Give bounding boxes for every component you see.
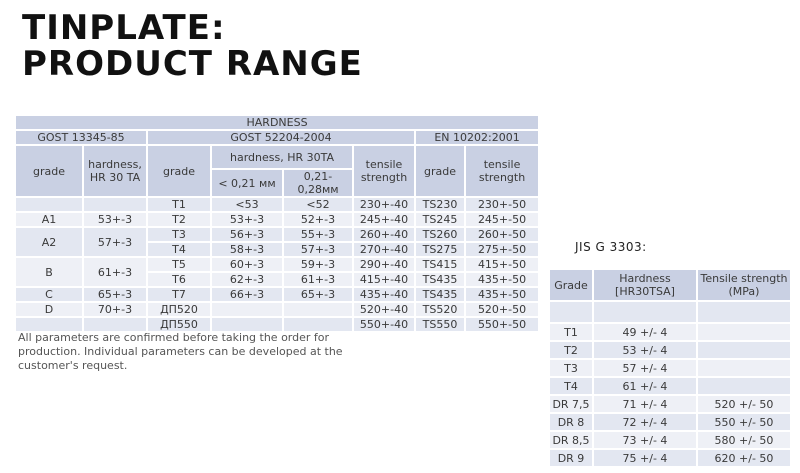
gost13345-hardness-empty [83, 317, 147, 332]
table-row-en-tensile: 520+-50 [465, 302, 539, 317]
jis-row-hardness: 49 +/- 4 [593, 323, 697, 341]
table-row-tensile: 230+-40 [353, 197, 415, 212]
header-thickness-lt-021: < 0,21 мм [211, 169, 283, 197]
table-row-tensile: 520+-40 [353, 302, 415, 317]
table-row-grade: T5 [147, 257, 211, 272]
table-row-hardness-mid [283, 302, 353, 317]
table-row-hardness-mid: 59+-3 [283, 257, 353, 272]
jis-header-hardness: Hardness [HR30TSA] [593, 269, 697, 301]
table-row-hardness-lt [211, 302, 283, 317]
jis-row-hardness: 61 +/- 4 [593, 377, 697, 395]
jis-row-tensile [697, 301, 791, 323]
table-row-hardness-mid: 52+-3 [283, 212, 353, 227]
jis-row-grade: T4 [549, 377, 593, 395]
header-grade-en: grade [415, 145, 465, 197]
jis-row-tensile [697, 377, 791, 395]
jis-row-grade: T3 [549, 359, 593, 377]
table-row-tensile: 290+-40 [353, 257, 415, 272]
header-tensile-strength-en: tensile strength [465, 145, 539, 197]
table-row-en-tensile: 245+-50 [465, 212, 539, 227]
jis-row-tensile [697, 323, 791, 341]
table-row-en-grade: TS415 [415, 257, 465, 272]
table-row-hardness-lt: 60+-3 [211, 257, 283, 272]
table-row-grade: T4 [147, 242, 211, 257]
header-thickness-021-028: 0,21-0,28мм [283, 169, 353, 197]
table-row-hardness-lt [211, 317, 283, 332]
jis-row-hardness [593, 301, 697, 323]
table-row-tensile: 550+-40 [353, 317, 415, 332]
title-line-2: PRODUCT RANGE [22, 44, 363, 84]
table-row-en-grade: TS435 [415, 287, 465, 302]
header-grade: grade [15, 145, 83, 197]
jis-row-hardness: 75 +/- 4 [593, 449, 697, 467]
header-hardness-group: hardness, HR 30TA [211, 145, 353, 169]
gost13345-hardness: 53+-3 [83, 212, 147, 227]
standard-gost-52204: GOST 52204-2004 [147, 130, 415, 145]
jis-row-hardness: 73 +/- 4 [593, 431, 697, 449]
table-row-en-grade: TS260 [415, 227, 465, 242]
jis-title: JIS G 3303: [575, 240, 647, 254]
jis-row-tensile [697, 359, 791, 377]
table-row-en-tensile: 435+-50 [465, 272, 539, 287]
table-row-grade: T3 [147, 227, 211, 242]
gost13345-grade: D [15, 302, 83, 317]
table-row-hardness-mid: 57+-3 [283, 242, 353, 257]
gost13345-grade: A2 [15, 227, 83, 257]
table-row-grade: ДП550 [147, 317, 211, 332]
jis-row-hardness: 71 +/- 4 [593, 395, 697, 413]
page-title [22, 10, 363, 82]
table-row-en-tensile: 230+-50 [465, 197, 539, 212]
table-row-hardness-lt: 53+-3 [211, 212, 283, 227]
gost13345-hardness: 65+-3 [83, 287, 147, 302]
gost13345-grade-empty [15, 317, 83, 332]
header-hardness-hr30ta: hardness, HR 30 TA [83, 145, 147, 197]
jis-row-grade: DR 8,5 [549, 431, 593, 449]
jis-row-grade: DR 9 [549, 449, 593, 467]
table-row-en-grade: TS520 [415, 302, 465, 317]
table-row-hardness-mid: <52 [283, 197, 353, 212]
table-row-hardness-mid [283, 317, 353, 332]
table-row-grade: T7 [147, 287, 211, 302]
jis-row-tensile: 620 +/- 50 [697, 449, 791, 467]
jis-table [548, 268, 792, 468]
gost13345-grade-empty [15, 197, 83, 212]
table-row-hardness-lt: <53 [211, 197, 283, 212]
table-row-hardness-mid: 55+-3 [283, 227, 353, 242]
jis-row-hardness: 53 +/- 4 [593, 341, 697, 359]
order-note: All parameters are confirmed before taking the order for production. Individual parameters can be developed at the customer's request. [18, 331, 343, 372]
standard-en-10202: EN 10202:2001 [415, 130, 539, 145]
table-row-tensile: 245+-40 [353, 212, 415, 227]
gost13345-grade: B [15, 257, 83, 287]
table-row-grade: T1 [147, 197, 211, 212]
table-row-hardness-lt: 62+-3 [211, 272, 283, 287]
title-line-1: TINPLATE: [22, 8, 226, 48]
table-row-en-grade: TS245 [415, 212, 465, 227]
table-row-en-tensile: 435+-50 [465, 287, 539, 302]
table-row-hardness-mid: 61+-3 [283, 272, 353, 287]
jis-row-hardness: 57 +/- 4 [593, 359, 697, 377]
jis-row-tensile: 550 +/- 50 [697, 413, 791, 431]
table-row-hardness-lt: 56+-3 [211, 227, 283, 242]
table-row-en-grade: TS230 [415, 197, 465, 212]
jis-header-tensile: Tensile strength (MPa) [697, 269, 791, 301]
jis-row-hardness: 72 +/- 4 [593, 413, 697, 431]
table-row-en-tensile: 260+-50 [465, 227, 539, 242]
table-row-grade: T2 [147, 212, 211, 227]
table-row-en-tensile: 415+-50 [465, 257, 539, 272]
gost13345-hardness: 57+-3 [83, 227, 147, 257]
table-row-grade: ДП520 [147, 302, 211, 317]
jis-header-grade: Grade [549, 269, 593, 301]
table-row-tensile: 260+-40 [353, 227, 415, 242]
jis-row-grade: DR 7,5 [549, 395, 593, 413]
hardness-caption: HARDNESS [15, 115, 539, 130]
jis-row-grade: T1 [549, 323, 593, 341]
gost13345-hardness: 70+-3 [83, 302, 147, 317]
table-row-hardness-lt: 66+-3 [211, 287, 283, 302]
table-row-hardness-lt: 58+-3 [211, 242, 283, 257]
jis-row-tensile [697, 341, 791, 359]
gost13345-grade: C [15, 287, 83, 302]
table-row-grade: T6 [147, 272, 211, 287]
gost13345-hardness: 61+-3 [83, 257, 147, 287]
table-row-tensile: 270+-40 [353, 242, 415, 257]
table-row-tensile: 435+-40 [353, 287, 415, 302]
table-row-en-tensile: 275+-50 [465, 242, 539, 257]
table-row-en-grade: TS275 [415, 242, 465, 257]
table-row-tensile: 415+-40 [353, 272, 415, 287]
jis-row-tensile: 520 +/- 50 [697, 395, 791, 413]
hardness-table [14, 114, 540, 333]
gost13345-grade: A1 [15, 212, 83, 227]
header-grade-gost52204: grade [147, 145, 211, 197]
table-row-en-tensile: 550+-50 [465, 317, 539, 332]
table-row-en-grade: TS435 [415, 272, 465, 287]
header-tensile-strength: tensile strength [353, 145, 415, 197]
table-row-hardness-mid: 65+-3 [283, 287, 353, 302]
table-row-en-grade: TS550 [415, 317, 465, 332]
jis-row-tensile: 580 +/- 50 [697, 431, 791, 449]
jis-row-grade: DR 8 [549, 413, 593, 431]
jis-row-grade [549, 301, 593, 323]
jis-row-grade: T2 [549, 341, 593, 359]
gost13345-hardness-empty [83, 197, 147, 212]
standard-gost-13345: GOST 13345-85 [15, 130, 147, 145]
